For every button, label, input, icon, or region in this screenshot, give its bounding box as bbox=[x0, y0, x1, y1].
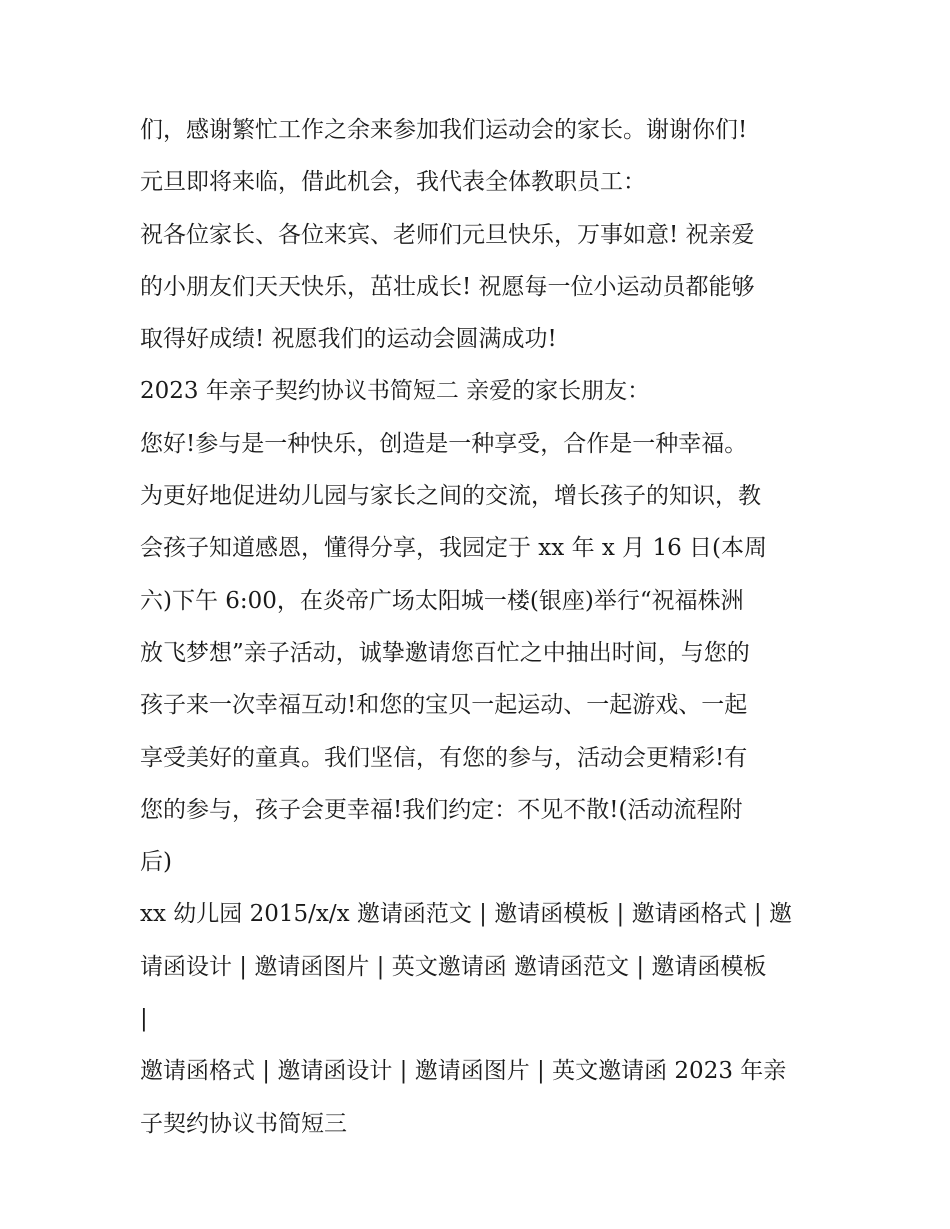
text-line-1: 们，感谢繁忙工作之余来参加我们运动会的家长。谢谢你们! bbox=[140, 117, 748, 143]
text-line-10: 六)下午 6:00，在炎帝广场太阳城一楼(银座)举行“祝福株洲 bbox=[140, 587, 744, 614]
text-line-11: 放飞梦想”亲子活动，诚挚邀请您百忙之中抽出时间，与您的 bbox=[140, 639, 750, 666]
section-heading-line: 2023 年亲子契约协议书简短二 亲爱的家长朋友： bbox=[140, 378, 651, 405]
text-line-15: 后) bbox=[140, 849, 172, 876]
text-line-13: 享受美好的童真。我们坚信，有您的参与，活动会更精彩!有 bbox=[140, 744, 748, 771]
text-line-19: 邀请函格式 | 邀请函设计 | 邀请函图片 | 英文邀请函 2023 年亲 bbox=[140, 1058, 787, 1085]
text-line-7: 您好!参与是一种快乐，创造是一种享受，合作是一种幸福。 bbox=[140, 430, 748, 457]
text-line-18: | bbox=[140, 1006, 148, 1033]
text-line-8: 为更好地促进幼儿园与家长之间的交流，增长孩子的知识，教 bbox=[140, 483, 761, 510]
text-line-12: 孩子来一次幸福互动!和您的宝贝一起运动、一起游戏、一起 bbox=[140, 692, 748, 719]
text-line-2: 元旦即将来临，借此机会，我代表全体教职员工： bbox=[140, 169, 646, 196]
text-line-4: 的小朋友们天天快乐，茁壮成长! 祝愿每一位小运动员都能够 bbox=[140, 273, 755, 300]
text-line-14: 您的参与，孩子会更幸福!我们约定：不见不散!(活动流程附 bbox=[140, 796, 743, 823]
text-line-17: 请函设计 | 邀请函图片 | 英文邀请函 邀请函范文 | 邀请函模板 bbox=[140, 953, 767, 980]
text-line-16: xx 幼儿园 2015/x/x 邀请函范文 | 邀请函模板 | 邀请函格式 | 邀 bbox=[140, 901, 792, 928]
text-line-9: 会孩子知道感恩，懂得分享，我园定于 xx 年 x 月 16 日(本周 bbox=[140, 535, 768, 562]
text-line-5: 取得好成绩! 祝愿我们的运动会圆满成功! bbox=[140, 326, 557, 353]
text-line-3: 祝各位家长、各位来宾、老师们元旦快乐，万事如意! 祝亲爱 bbox=[140, 221, 755, 248]
document-body bbox=[140, 104, 820, 1150]
text-line-20: 子契约协议书简短三 bbox=[140, 1110, 347, 1137]
